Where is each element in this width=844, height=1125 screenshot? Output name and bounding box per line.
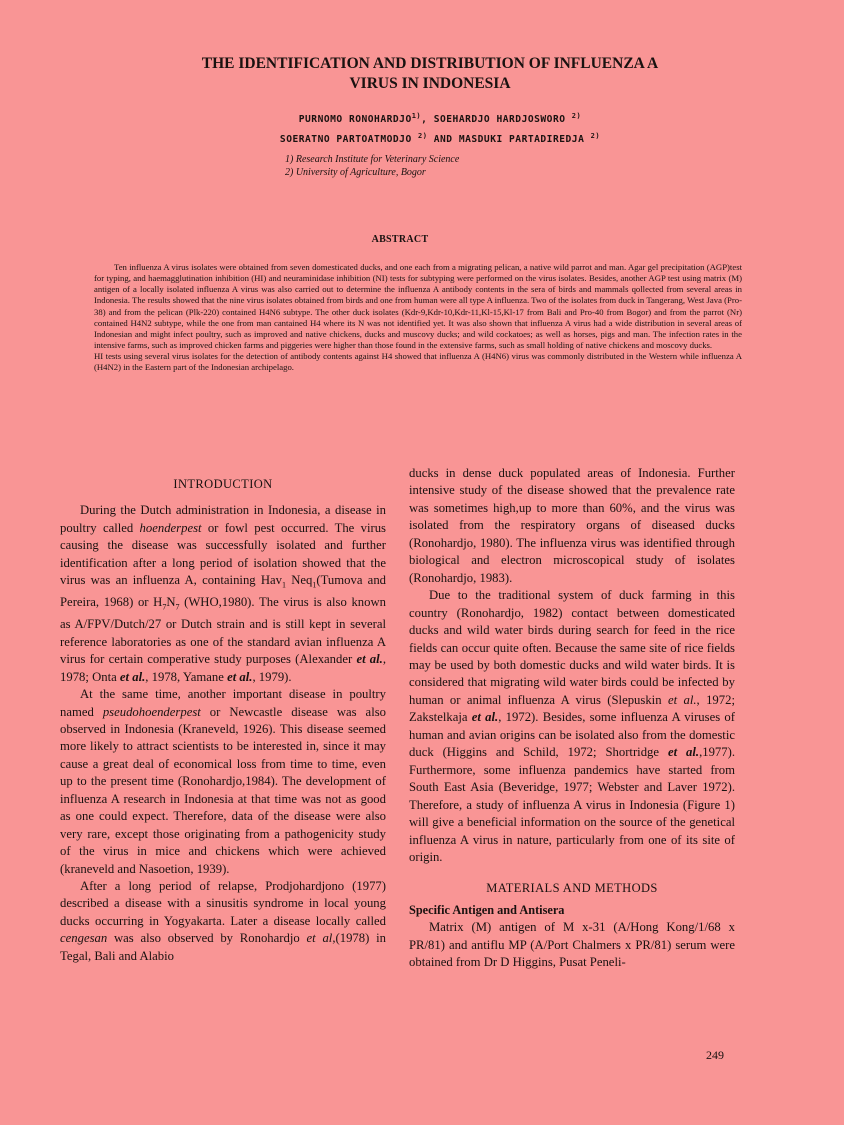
author-2: SOEHARDJO HARDJOSWORO [433,114,566,126]
methods-heading: MATERIALS AND METHODS [486,881,658,896]
abstract-paragraph-1: Ten influenza A virus isolates were obtained from seven domesticated ducks, and one each from a migrating pelican, a native wild parrot and man. Agar gel precipitation (AGP)test for typing, and haemagglutination inhibition (HI) and neuraminidase inhibition (NI) tests for subtyping were performed on the virus isolates. Besides, another AGP test using matrix (M) antigen of a locally isolated influenza A virus was also carried out to determine the influenza A antibody contents in the sera of birds and mammals qollected from several areas in Indonesia. The results showed that the nine virus isolates obtained from birds and one from human were all type A influenza. Two of the isolates from duck in Tangerang, West Java (Pro-38) and from the pelican (Plk-220) contained H4N6 subtype. The other duck isolates (Kdr-9,Kdr-10,Kdr-11,Kl-15,Kl-17 from Bali and Pro-40 from Bogor) and from the parrot (Nr) contained H4N2 subtype, while the one from man cantained H4 where its N was not identified yet. It was also shown that influenza A virus had a wide distribution in several areas of Indonesian and might infect poultry, such as improved and native chickens, ducks and muscovy ducks; and wild cockatoes; as well as horses, pigs and man. The infection rates in the intensive farms, such as improved chicken farms and piggeries were higher than those found in the extensive farms, such as small holding of native chickens and moscovy ducks. [94,262,742,351]
intro-paragraph-4: ducks in dense duck populated areas of Indonesia. Further intensive study of the disease showed that the prevalence rate was sometimes high,up to more than 60%, and the virus was isolated from the respiratory organs of diseased ducks (Ronohardjo, 1980). The influenza virus was identified through biological and electron microscopical study of isolates (Ronohardjo, 1983). [409,466,735,585]
author-3: SOERATNO PARTOATMODJO [279,134,412,146]
affiliation-2: 2) University of Agriculture, Bogor [285,167,426,178]
introduction-heading: INTRODUCTION [173,477,273,491]
right-column [409,465,735,972]
page-number: 249 [706,1048,724,1062]
methods-paragraph-1: Matrix (M) antigen of M x-31 (A/Hong Kong/1/68 x PR/81) and antiflu MP (A/Port Chalmers x PR/81) serum were obtained from Dr D Higgins, Pusat Peneli- [409,920,735,970]
title-line-2: VIRUS IN INDONESIA [349,75,511,92]
paper-title [130,54,730,94]
affiliation-1: 1) Research Institute for Veterinary Science [285,154,460,165]
intro-paragraph-1: During the Dutch administration in Indonesia, a disease in poultry called hoenderpest or fowl pest occurred. The virus causing the disease was successfully isolated and further identification after a long period of isolation showed that the virus was an influenza A, containing Hav$_1$ Neq$_1$(Tumova and Pereira, 1968) or $H_7N_7$ (WHO,1980). The virus is also known as A/FPV/Dutch/27 or Dutch strain and is still kept in several reference laboratories as one of the standard avian influenza A virus for certain comperative study purposes (Alexander et al., 1978; Onta et al., 1978, Yamane et al., 1979). [60,503,387,684]
author-4: AND MASDUKI PARTADIREDJA [433,134,585,146]
abstract-paragraph-2: HI tests using several virus isolates for the detection of antibody contents against H4 showed that influenza A (H4N6) virus was commonly distributed in the Western while influenza A (H4N2) in the Eastern part of the Indonesian archipelago. [94,351,742,373]
intro-paragraph-5: Due to the traditional system of duck farming in this country (Ronohardjo, 1982) contact between domesticated ducks and wild water birds during search for feed in the rice fields can occur quite often. Because the same site of rice fields may be used by both domestic ducks and wild water birds. It is considered that migrating wild water birds could be infected by human or animal influenza A virus (Slepuskin et al., 1972; Zakstelkaja et al., 1972). Besides, some influenza A viruses of human and avian origins can be isolated also from the domestic duck (Higgins and Schild, 1972; Shortridge et al.,1977). Furthermore, some influenza pandemics have started from South East Asia (Beveridge, 1977; Webster and Laver 1972). Therefore, a study of influenza A virus in Indonesia (Figure 1) will give a beneficial information on the source of the genetical influenza A virus in nature, particularly from one of its site of origin. [409,588,736,864]
intro-paragraph-2: At the same time, another important disease in poultry named pseudohoenderpest or Newcastle disease was also observed in Indonesia (Kraneveld, 1926). This disease seemed more likely to attract scientists to be interested in, since it may cause a great deal of economical loss from time to time, even up to the present time (Ronohardjo,1984). The development of influenza A research in Indonesia at that time was not as good as one could expect. Therefore, data of the disease were also very rare, except those originating from a pathogenicity study of the virus in mice and chickens which were achieved (kraneveld and Nasoetion, 1939). [60,687,386,876]
author-list: PURNOMO RONOHARDJO$^{1)}$, SOEHARDJO HARDJOSWORO $^{2)}$ SOERATNO PARTOATMODJO $^{2)}$ AND MASDUKI PARTADIREDJA $^{2)}$ [279,112,601,146]
author-1: PURNOMO RONOHARDJO [298,114,412,126]
intro-paragraph-3: After a long period of relapse, Prodjohardjono (1977) described a disease with a sinusitis syndrome in local young ducks occurring in Yogyakarta. Later a disease locally called cengesan was also observed by Ronohardjo et al,(1978) in Tegal, Bali and Alabio [60,879,386,963]
methods-subheading: Specific Antigen and Antisera [409,902,565,917]
abstract-body [94,262,742,374]
abstract-heading: ABSTRACT [371,234,429,245]
left-column [60,470,386,965]
affiliations [285,153,605,179]
title-line-1: THE IDENTIFICATION AND DISTRIBUTION OF INFLUENZA A [201,55,659,72]
